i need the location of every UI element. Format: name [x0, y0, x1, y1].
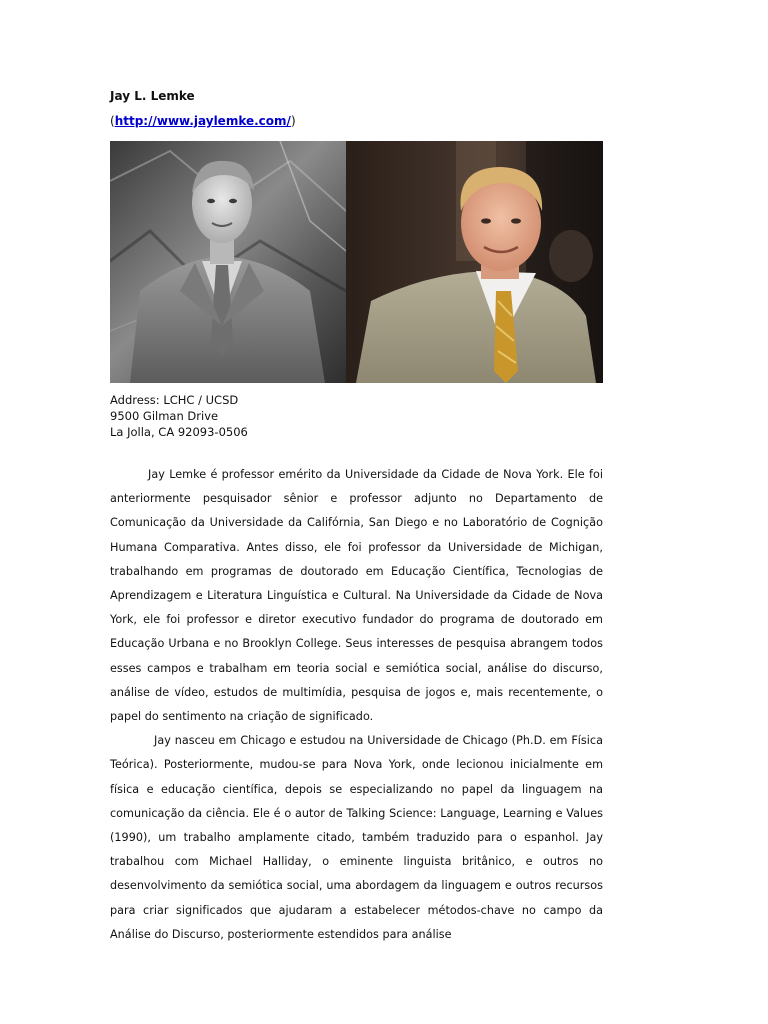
address-line-1: Address: LCHC / UCSD	[110, 393, 239, 407]
website-link[interactable]: http://www.jaylemke.com/	[114, 114, 291, 128]
biography-text	[110, 463, 603, 947]
address-block	[110, 392, 248, 440]
portrait-bw-photo	[110, 141, 346, 383]
biography-paragraph-1: Jay Lemke é professor emérito da Universidade da Cidade de Nova York. Ele foi anteriormente pesquisador sênior e professor adjunto no Departamento de Comunicação da Universidade da Califórnia, San Diego e no Laboratório de Cognição Humana Comparativa. Antes disso, ele foi professor da Universidade de Michigan, trabalhando em programas de doutorado em Educação Científica, Tecnologias de Aprendizagem e Literatura Linguística e Cultural. Na Universidade da Cidade de Nova York, ele foi professor e diretor executivo fundador do programa de doutorado em Educação Urbana e no Brooklyn College. Seus interesses de pesquisa abrangem todos esses campos e trabalham em teoria social e semiótica social, análise do discurso, análise de vídeo, estudos de multimídia, pesquisa de jogos e, mais recentemente, o papel do sentimento na criação de significado.	[110, 468, 603, 724]
url-open-paren: (	[110, 114, 115, 128]
website-line	[110, 113, 296, 129]
portrait-color-photo	[346, 141, 603, 383]
biography-paragraph-2: Jay nasceu em Chicago e estudou na Universidade de Chicago (Ph.D. em Física Teórica). Posteriormente, mudou-se para Nova York, onde lecionou inicialmente em física e educação científica, depois se especializando no papel da linguagem na comunicação da ciência. Ele é o autor de Talking Science: Language, Learning e Values (1990), um trabalho amplamente citado, também traduzido para o espanhol. Jay trabalhou com Michael Halliday, o eminente linguista britânico, e outros no desenvolvimento da semiótica social, uma abordagem da linguagem e outros recursos para criar significados que ajudaram a estabelecer métodos-chave no campo da Análise do Discurso, posteriormente estendidos para análise	[110, 734, 603, 941]
photo-pair	[110, 141, 603, 383]
address-line-3: La Jolla, CA 92093-0506	[110, 425, 248, 439]
address-line-2: 9500 Gilman Drive	[110, 409, 219, 423]
url-close-paren: )	[290, 114, 296, 128]
page-title: Jay L. Lemke	[110, 89, 195, 103]
